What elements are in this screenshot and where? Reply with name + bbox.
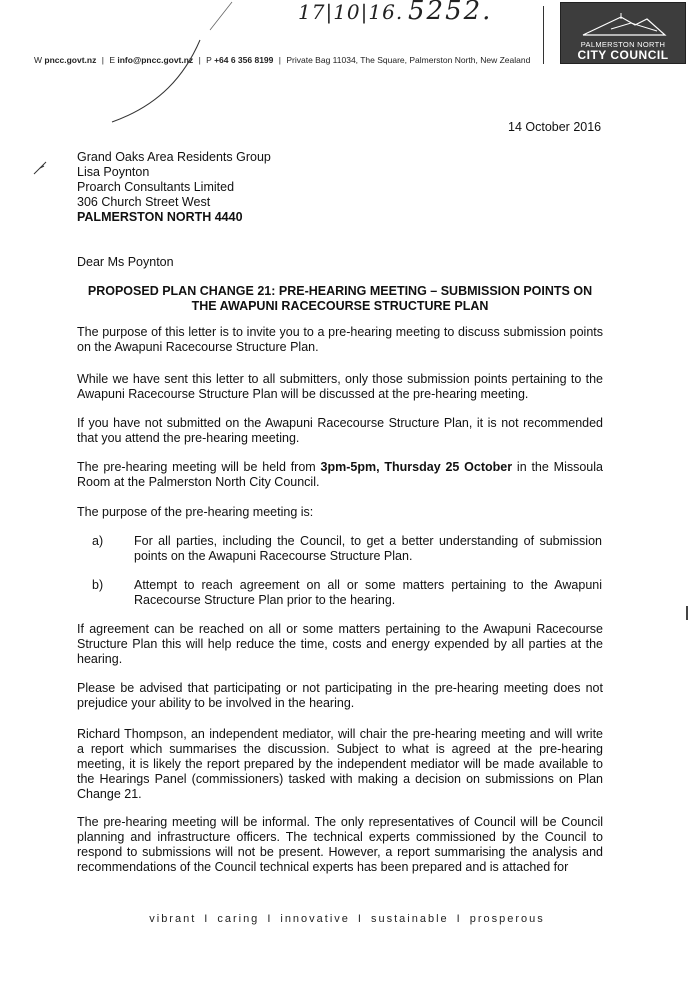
footer-separator: I — [357, 913, 363, 925]
footer-value: prosperous — [469, 913, 545, 925]
paragraph-1: The purpose of this letter is to invite you to a pre-hearing meeting to discuss submission points on the Awapuni Racecourse Structure Plan. — [77, 325, 603, 354]
footer-values — [0, 913, 694, 925]
recipient-line-2: Lisa Poynton — [77, 165, 150, 179]
paragraph-3: If you have not submitted on the Awapuni Racecourse Structure Plan, it is not recommended that you attend the pre-hearing meeting. — [77, 416, 603, 445]
paragraph-6: If agreement can be reached on all or some matters pertaining to the Awapuni Racecourse Structure Plan this will help reduce the time, costs and energy expended by all parties at the hearing. — [77, 622, 603, 666]
recipient-line-1: Grand Oaks Area Residents Group — [77, 150, 271, 164]
phone-number: +64 6 356 8199 — [214, 55, 274, 65]
salutation: Dear Ms Poynton — [77, 255, 174, 269]
footer-separator: I — [267, 913, 273, 925]
meeting-time: 3pm-5pm, Thursday 25 October — [320, 460, 513, 474]
handwritten-reference-number: 5252. — [408, 0, 493, 26]
recipient-line-3: Proarch Consultants Limited — [77, 180, 235, 194]
logo-line-2: CITY COUNCIL — [577, 48, 669, 62]
footer-value: sustainable — [370, 913, 449, 925]
list-marker: a) — [92, 534, 104, 548]
footer-value: caring — [217, 913, 260, 925]
paragraph-5: The purpose of the pre-hearing meeting is: — [77, 505, 314, 519]
heading-line-1: PROPOSED PLAN CHANGE 21: PRE-HEARING MEETING – SUBMISSION POINTS ON — [87, 284, 593, 298]
logo-line-1: PALMERSTON NORTH — [580, 40, 666, 49]
heading-line-2: THE AWAPUNI RACECOURSE STRUCTURE PLAN — [191, 299, 489, 313]
paragraph-4-end: in the Missoula Room at the Palmerston North City Council. — [77, 460, 603, 489]
footer-value: vibrant — [149, 913, 197, 925]
postal-address: Private Bag 11034, The Square, Palmerston North, New Zealand — [286, 55, 531, 65]
paragraph-8: Richard Thompson, an independent mediator, will chair the pre-hearing meeting and will write a report which summarises the discussion. Subject to what is agreed at the pre-hearing meeting, it is likely the report prepared by the independent mediator will be made available to the Hearings Panel (commissioners) tasked with making a decision on submissions on Plan Change 21. — [77, 727, 603, 801]
paragraph-2: While we have sent this letter to all submitters, only those submission points pertaining to the Awapuni Racecourse Structure Plan will be discussed at the pre-hearing meeting. — [77, 372, 603, 401]
recipient-line-4: 306 Church Street West — [77, 195, 211, 209]
email-label: E — [109, 55, 115, 65]
hills-emblem-icon — [561, 9, 685, 37]
header-divider — [543, 6, 544, 64]
footer-value: innovative — [280, 913, 350, 925]
council-logo — [560, 2, 686, 64]
paragraph-4-start: The pre-hearing meeting will be held from — [77, 460, 321, 474]
list-text: For all parties, including the Council, to get a better understanding of submission points on the Awapuni Racecourse Structure Plan. — [134, 534, 602, 563]
phone-label: P — [206, 55, 212, 65]
letter-heading — [77, 284, 603, 314]
recipient-line-5: PALMERSTON NORTH 4440 — [77, 210, 243, 224]
contact-line: W pncc.govt.nz | E info@pncc.govt.nz | P +64 6 356 8199 | Private Bag 11034, The Square, Palmerston North, New Zealand — [34, 55, 531, 65]
website-link[interactable]: pncc.govt.nz — [44, 55, 97, 65]
letter-date: 14 October 2016 — [508, 120, 602, 134]
recipient-address — [77, 150, 271, 225]
footer-separator: I — [456, 913, 462, 925]
scan-edge-mark — [686, 606, 688, 620]
email-link[interactable]: info@pncc.govt.nz — [117, 55, 194, 65]
website-label: W — [34, 55, 43, 65]
handwritten-date: 17|10|16. — [298, 0, 404, 24]
list-text: Attempt to reach agreement on all or some matters pertaining to the Awapuni Racecourse Structure Plan prior to the hearing. — [134, 578, 602, 607]
paragraph-7: Please be advised that participating or not participating in the pre-hearing meeting does not prejudice your ability to be involved in the hearing. — [77, 681, 603, 710]
paragraph-9: The pre-hearing meeting will be informal. The only representatives of Council will be Council planning and infrastructure officers. The technical experts commissioned by the Council to respond to submissions will not be present. However, a report summarising the analysis and recommendations of the Council technical experts has been prepared and is attached for — [77, 815, 603, 874]
paragraph-4 — [77, 460, 603, 490]
footer-separator: I — [204, 913, 210, 925]
list-marker: b) — [92, 578, 104, 592]
